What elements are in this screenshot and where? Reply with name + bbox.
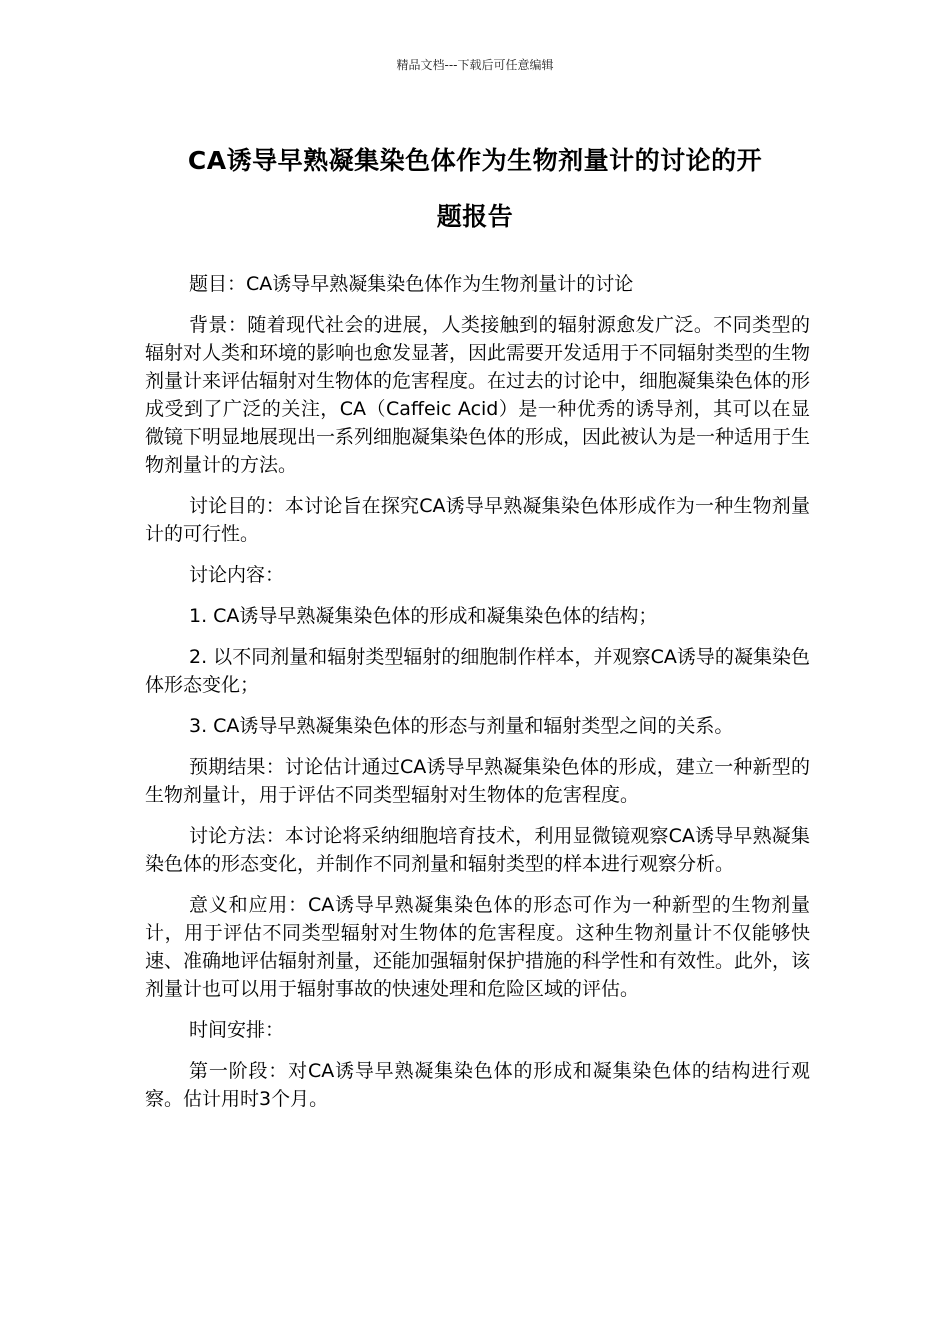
paragraph-expected-results: 预期结果：讨论估计通过CA诱导早熟凝集染色体的形成，建立一种新型的生物剂量计，用于评估不同类型辐射对生物体的危害程度。	[145, 756, 810, 806]
paragraph-methods: 讨论方法：本讨论将采纳细胞培育技术，利用显微镜观察CA诱导早熟凝集染色体的形态变化，并制作不同剂量和辐射类型的样本进行观察分析。	[145, 825, 810, 875]
list-item-3: 3. CA诱导早熟凝集染色体的形态与剂量和辐射类型之间的关系。	[189, 715, 734, 737]
paragraph-significance: 意义和应用：CA诱导早熟凝集染色体的形态可作为一种新型的生物剂量计，用于评估不同类型辐射对生物体的危害程度。这种生物剂量计不仅能够快速、准确地评估辐射剂量，还能加强辐射保护措施的科学性和有效性。此外，该剂量计也可以用于辐射事故的快速处理和危险区域的评估。	[145, 894, 811, 1000]
page-header: 精品文档---下载后可任意编辑	[396, 58, 554, 72]
paragraph-background: 背景：随着现代社会的进展，人类接触到的辐射源愈发广泛。不同类型的辐射对人类和环境的影响也愈发显著，因此需要开发适用于不同辐射类型的生物剂量计来评估辐射对生物体的危害程度。在过去的讨论中，细胞凝集染色体的形成受到了广泛的关注，CA（Caffeic Acid）是一种优秀的诱导剂，其可以在显微镜下明显地展现出一系列细胞凝集染色体的形成，因此被认为是一种适用于生物剂量计的方法。	[145, 314, 811, 476]
title-line-2: 题报告	[436, 202, 514, 231]
paragraph-topic: 题目：CA诱导早熟凝集染色体作为生物剂量计的讨论	[189, 273, 634, 295]
paragraph-phase-one: 第一阶段：对CA诱导早熟凝集染色体的形成和凝集染色体的结构进行观察。估计用时3个月。	[145, 1060, 810, 1110]
list-item-2: 2. 以不同剂量和辐射类型辐射的细胞制作样本，并观察CA诱导的凝集染色体形态变化；	[145, 646, 810, 696]
document-body	[145, 270, 810, 1126]
list-item-1: 1. CA诱导早熟凝集染色体的形成和凝集染色体的结构；	[189, 605, 658, 627]
paragraph-schedule-heading: 时间安排：	[189, 1019, 285, 1041]
paragraph-content-heading: 讨论内容：	[189, 564, 285, 586]
document-title	[140, 133, 810, 245]
paragraph-purpose: 讨论目的：本讨论旨在探究CA诱导早熟凝集染色体形成作为一种生物剂量计的可行性。	[145, 495, 810, 545]
title-line-1: CA诱导早熟凝集染色体作为生物剂量计的讨论的开	[187, 146, 763, 175]
